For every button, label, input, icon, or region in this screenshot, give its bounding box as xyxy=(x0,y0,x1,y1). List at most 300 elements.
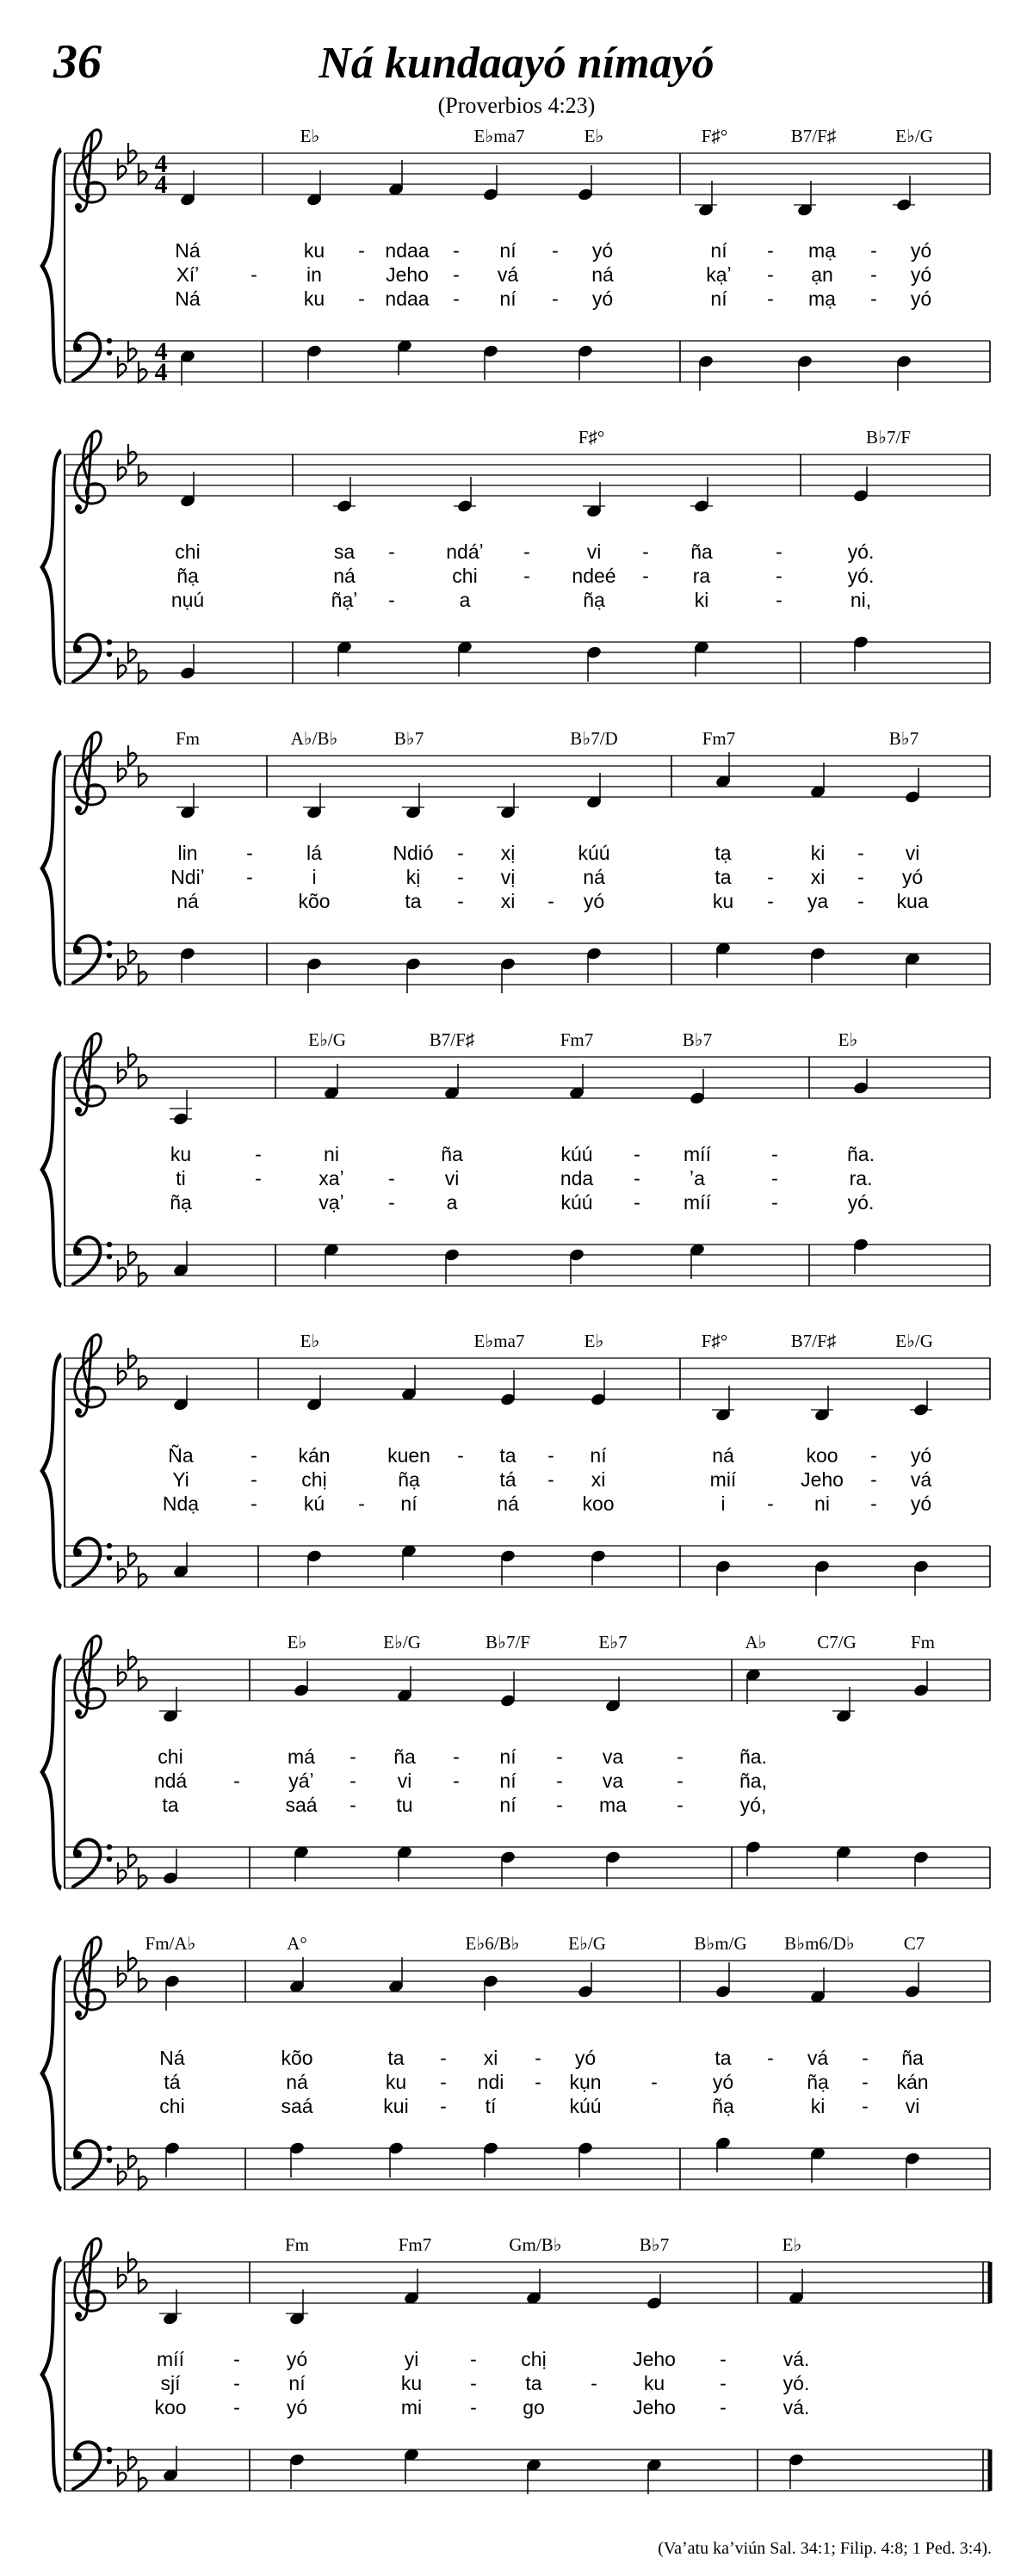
lyric-syllable: ña xyxy=(901,2047,924,2069)
chord-symbol: C7/G xyxy=(817,1632,857,1652)
treble-staff xyxy=(65,1335,990,1417)
lyric-syllable: tạ xyxy=(714,842,732,864)
lyric-syllable: saá xyxy=(285,1794,318,1816)
lyric-syllable: - xyxy=(720,2372,727,2394)
lyric-syllable: xi xyxy=(810,866,826,888)
lyric-syllable: ku xyxy=(385,2071,407,2093)
lyric-syllable: chi xyxy=(159,2095,185,2117)
lyric-syllable: kõo xyxy=(298,890,331,912)
lyric-syllable: - xyxy=(251,263,257,286)
flat-icon xyxy=(118,2465,127,2486)
chord-symbol: F♯° xyxy=(701,1331,728,1351)
lyric-syllable: lá xyxy=(306,842,322,864)
lyric-syllable: - xyxy=(251,1468,257,1491)
lyric-syllable: - xyxy=(556,1745,563,1768)
lyric-syllable: kui xyxy=(383,2095,409,2117)
lyric-syllable: - xyxy=(358,287,365,310)
lyric-syllable: vá xyxy=(807,2047,829,2069)
lyric-syllable: kán xyxy=(298,1444,331,1467)
lyric-syllable: Jeho xyxy=(386,263,429,286)
lyric-syllable: - xyxy=(651,2071,658,2093)
lyric-syllable: - xyxy=(767,890,774,912)
lyric-syllable: - xyxy=(251,1492,257,1515)
system-brace xyxy=(42,1355,61,1587)
lyric-syllable: Jeho xyxy=(801,1468,844,1491)
lyric-syllable: - xyxy=(677,1770,684,1792)
lyric-syllable: ni, xyxy=(850,589,872,611)
flat-icon xyxy=(118,761,127,781)
lyric-syllable: kúú xyxy=(578,842,610,864)
flat-icon xyxy=(118,2267,127,2288)
lyric-syllable: ra xyxy=(692,565,711,587)
lyric-syllable: ti xyxy=(176,1167,186,1189)
lyric-syllable: koo xyxy=(154,2396,187,2418)
lyric-syllable: yó xyxy=(574,2047,597,2069)
treble-clef-icon xyxy=(75,130,105,212)
lyric-syllable: ku xyxy=(643,2372,665,2394)
lyric-syllable: ndeé xyxy=(572,565,616,587)
lyric-syllable: ndaa xyxy=(385,287,430,310)
lyric-syllable: - xyxy=(470,2348,477,2370)
lyric-syllable: kua xyxy=(896,890,929,912)
time-signature-top: 4 xyxy=(154,337,168,366)
lyric-syllable: ta xyxy=(405,890,422,912)
lyric-syllable: ta xyxy=(525,2372,542,2394)
lyric-syllable: - xyxy=(767,287,774,310)
chord-symbol: A° xyxy=(287,1933,307,1954)
lyric-syllable: ná xyxy=(497,1492,519,1515)
chord-symbol: Fm7 xyxy=(702,728,736,749)
lyric-syllable: yi xyxy=(404,2348,419,2370)
lyric-syllable: lin xyxy=(177,842,198,864)
lyric-syllable: - xyxy=(552,239,559,262)
lyric-syllable: kúú xyxy=(560,1143,593,1165)
lyric-syllable: nda xyxy=(560,1167,594,1189)
lyric-syllable: ña. xyxy=(847,1143,875,1165)
treble-clef-icon xyxy=(75,1034,105,1115)
lyric-syllable: - xyxy=(857,890,864,912)
chord-symbol: E♭ma7 xyxy=(473,1331,525,1351)
flat-icon xyxy=(118,959,127,979)
song-title: Ná kundaayó nímayó xyxy=(319,39,714,88)
lyric-syllable: - xyxy=(771,1143,778,1165)
lyric-syllable: ndi xyxy=(477,2071,504,2093)
lyric-syllable: xi xyxy=(500,890,516,912)
chord-symbol: E♭ xyxy=(838,1029,858,1050)
system-brace xyxy=(42,752,61,985)
system-8 xyxy=(42,2239,990,2494)
lyric-syllable: ní xyxy=(499,1794,516,1816)
flat-icon xyxy=(118,158,127,179)
flat-icon xyxy=(118,2164,127,2184)
treble-staff xyxy=(65,1636,990,1718)
chord-symbol: E♭ xyxy=(584,126,604,146)
lyric-syllable: Ña xyxy=(168,1444,194,1467)
treble-staff xyxy=(65,431,990,513)
lyric-syllable: ta xyxy=(162,1794,179,1816)
lyric-syllable: a xyxy=(446,1191,458,1214)
lyric-syllable: - xyxy=(388,1167,395,1189)
system-brace xyxy=(42,2258,61,2491)
lyric-syllable: xi xyxy=(591,1468,606,1491)
lyric-syllable: saá xyxy=(281,2095,313,2117)
lyric-syllable: - xyxy=(862,2047,869,2069)
lyric-syllable: - xyxy=(457,842,464,864)
lyric-syllable: mạ xyxy=(808,287,836,310)
lyric-syllable: tá xyxy=(164,2071,181,2093)
chord-symbol: B♭7/F xyxy=(866,427,911,448)
flat-icon xyxy=(118,658,127,678)
lyric-syllable: - xyxy=(440,2047,447,2069)
lyric-syllable: ku xyxy=(170,1143,192,1165)
lyric-syllable: yó xyxy=(591,239,614,262)
lyric-syllable: - xyxy=(523,565,530,587)
chord-symbol: B♭7 xyxy=(393,728,424,749)
lyric-syllable: ta xyxy=(714,2047,732,2069)
system-4 xyxy=(42,1034,990,1286)
lyric-syllable: i xyxy=(312,866,317,888)
lyric-syllable: xị xyxy=(500,842,516,864)
lyric-syllable: ndá xyxy=(153,1770,188,1792)
chord-symbol: E♭ xyxy=(300,126,320,146)
lyric-syllable: - xyxy=(556,1770,563,1792)
lyric-syllable: yó xyxy=(901,866,924,888)
lyric-syllable: chị xyxy=(301,1468,327,1491)
lyric-syllable: - xyxy=(470,2372,477,2394)
lyric-syllable: ñạ xyxy=(176,565,199,587)
lyric-syllable: yó xyxy=(286,2396,308,2418)
lyric-syllable: va xyxy=(602,1745,624,1768)
lyric-syllable: kúú xyxy=(569,2095,602,2117)
system-brace xyxy=(42,150,61,382)
lyric-syllable: ña. xyxy=(739,1745,767,1768)
lyric-syllable: - xyxy=(246,842,253,864)
lyric-syllable: yó xyxy=(910,287,932,310)
lyric-syllable: ñạ xyxy=(170,1191,192,1214)
flat-icon xyxy=(118,1260,127,1281)
lyric-syllable: yó xyxy=(286,2348,308,2370)
chord-symbol: Fm7 xyxy=(560,1029,594,1050)
lyric-syllable: yó xyxy=(591,287,614,310)
lyric-syllable: - xyxy=(776,565,782,587)
scripture-reference: (Proverbios 4:23) xyxy=(437,93,596,118)
lyric-syllable: mií xyxy=(709,1468,737,1491)
chord-symbol: B♭7/D xyxy=(570,728,618,749)
lyric-syllable: - xyxy=(767,866,774,888)
lyric-syllable: ạn xyxy=(811,263,833,286)
lyric-syllable: - xyxy=(556,1794,563,1816)
lyric-syllable: ku xyxy=(400,2372,423,2394)
lyric-syllable: - xyxy=(642,565,649,587)
song-number: 36 xyxy=(53,35,102,89)
lyric-syllable: Xíʼ xyxy=(176,263,200,286)
footer-references: (Vaʼatu kaʼviún Sal. 34:1; Filip. 4:8; 1 Ped. 3:4). xyxy=(658,2539,992,2558)
lyric-syllable: - xyxy=(388,541,395,563)
lyric-syllable: koo xyxy=(582,1492,615,1515)
lyric-syllable: míí xyxy=(684,1143,711,1165)
lyric-syllable: ku xyxy=(712,890,734,912)
chord-symbol: C7 xyxy=(903,1933,925,1954)
chord-symbol: Fm xyxy=(910,1632,936,1652)
bass-staff xyxy=(65,1538,990,1587)
lyric-syllable: - xyxy=(453,1770,460,1792)
flat-icon xyxy=(118,1863,127,1883)
treble-staff xyxy=(65,1034,990,1115)
lyric-syllable: chị xyxy=(521,2348,547,2370)
lyric-syllable: - xyxy=(857,866,864,888)
lyric-syllable: má xyxy=(288,1745,315,1768)
chord-symbol: E♭ xyxy=(584,1331,604,1351)
chord-symbol: Fm xyxy=(284,2234,310,2255)
lyric-syllable: ná xyxy=(176,890,199,912)
flat-icon xyxy=(118,1363,127,1384)
lyric-syllable: mi xyxy=(400,2396,423,2418)
lyric-syllable: - xyxy=(255,1143,262,1165)
chord-symbol: B♭m6/D♭ xyxy=(784,1933,855,1954)
lyric-syllable: - xyxy=(767,263,774,286)
lyric-syllable: kị xyxy=(405,866,421,888)
treble-clef-icon xyxy=(75,431,105,513)
lyric-syllable: - xyxy=(233,1770,240,1792)
lyric-syllable: vạʼ xyxy=(319,1191,344,1214)
lyric-syllable: go xyxy=(523,2396,545,2418)
lyric-syllable: - xyxy=(771,1191,778,1214)
lyric-syllable: tu xyxy=(396,1794,413,1816)
lyric-syllable: koo xyxy=(806,1444,838,1467)
lyric-syllable: - xyxy=(591,2372,597,2394)
lyric-syllable: chi xyxy=(175,541,201,563)
system-7 xyxy=(42,1937,990,2190)
lyric-syllable: - xyxy=(233,2348,240,2370)
system-brace xyxy=(42,1656,61,1888)
lyric-syllable: vị xyxy=(500,866,516,888)
lyric-syllable: - xyxy=(776,541,782,563)
lyric-syllable: - xyxy=(457,890,464,912)
lyric-syllable: ra. xyxy=(849,1167,873,1189)
chord-symbol: Gm/B♭ xyxy=(509,2234,562,2255)
flat-icon xyxy=(118,1561,127,1582)
lyric-syllable: Ná xyxy=(175,287,201,310)
bass-staff xyxy=(65,634,990,683)
lyric-syllable: - xyxy=(440,2071,447,2093)
chord-symbol: B♭7/F xyxy=(486,1632,530,1652)
chord-symbol: E♭ xyxy=(300,1331,320,1351)
lyric-syllable: yó xyxy=(910,239,932,262)
lyric-syllable: ní xyxy=(710,287,727,310)
lyric-syllable: - xyxy=(767,239,774,262)
lyric-syllable: ya xyxy=(807,890,829,912)
lyric-syllable: in xyxy=(306,263,322,286)
flat-icon xyxy=(118,356,127,377)
lyric-syllable: yó xyxy=(910,263,932,286)
lyric-syllable: - xyxy=(440,2095,447,2117)
treble-clef-icon xyxy=(75,1636,105,1718)
chord-symbol: E♭/G xyxy=(383,1632,421,1652)
treble-clef-icon xyxy=(75,732,105,814)
lyric-syllable: ná xyxy=(583,866,605,888)
lyric-syllable: ña xyxy=(690,541,713,563)
lyric-syllable: - xyxy=(552,287,559,310)
lyric-syllable: - xyxy=(677,1745,684,1768)
lyric-syllable: ni xyxy=(324,1143,339,1165)
lyric-syllable: ta xyxy=(387,2047,405,2069)
lyric-syllable: yáʼ xyxy=(288,1770,314,1792)
lyric-syllable: - xyxy=(523,541,530,563)
lyric-syllable: kú xyxy=(303,1492,325,1515)
lyric-syllable: - xyxy=(870,263,877,286)
lyric-syllable: - xyxy=(870,1492,877,1515)
lyric-syllable: - xyxy=(349,1745,356,1768)
lyric-syllable: mạ xyxy=(808,239,836,262)
lyric-syllable: ñạ xyxy=(712,2095,734,2117)
lyric-syllable: ní xyxy=(288,2372,306,2394)
lyric-syllable: kụn xyxy=(569,2071,602,2093)
lyric-syllable: - xyxy=(453,1745,460,1768)
lyric-syllable: - xyxy=(470,2396,477,2418)
lyric-syllable: Ná xyxy=(175,239,201,262)
flat-icon xyxy=(118,1665,127,1685)
lyric-syllable: - xyxy=(870,1468,877,1491)
lyric-syllable: ní xyxy=(499,287,516,310)
lyric-syllable: Jeho xyxy=(633,2396,676,2418)
chord-symbol: E♭7 xyxy=(598,1632,628,1652)
chord-symbol: B7/F♯ xyxy=(790,126,837,146)
lyric-syllable: ku xyxy=(303,287,325,310)
lyric-syllable: kõo xyxy=(281,2047,313,2069)
lyric-syllable: - xyxy=(642,541,649,563)
lyric-syllable: vá xyxy=(910,1468,932,1491)
lyric-syllable: - xyxy=(870,1444,877,1467)
lyric-syllable: ñạʼ xyxy=(331,589,358,611)
system-brace xyxy=(42,1053,61,1286)
lyric-syllable: xi xyxy=(483,2047,498,2069)
chord-symbol: E♭ xyxy=(782,2234,802,2255)
lyric-syllable: yó xyxy=(583,890,605,912)
chord-symbol: F♯° xyxy=(578,427,605,448)
system-1 xyxy=(42,130,990,391)
time-signature-bottom: 4 xyxy=(154,170,168,199)
lyric-syllable: ki xyxy=(810,2095,826,2117)
lyric-syllable: - xyxy=(767,1492,774,1515)
lyric-syllable: kán xyxy=(896,2071,929,2093)
lyric-syllable: vi xyxy=(397,1770,412,1792)
lyric-syllable: - xyxy=(255,1167,262,1189)
lyric-syllable: ki xyxy=(810,842,826,864)
lyric-syllable: ná xyxy=(286,2071,308,2093)
lyric-syllable: - xyxy=(720,2396,727,2418)
lyric-syllable: ní xyxy=(590,1444,607,1467)
lyric-syllable: yó, xyxy=(739,1794,767,1816)
lyric-syllable: ta xyxy=(714,866,732,888)
lyric-syllable: Ndió xyxy=(393,842,434,864)
lyric-syllable: - xyxy=(388,1191,395,1214)
chord-symbol: E♭ xyxy=(287,1632,307,1652)
lyric-syllable: ña xyxy=(441,1143,463,1165)
lyric-syllable: yó xyxy=(712,2071,734,2093)
lyric-syllable: ná xyxy=(333,565,356,587)
lyric-syllable: - xyxy=(634,1143,640,1165)
system-2 xyxy=(42,431,990,683)
chord-symbol: E♭/G xyxy=(895,126,933,146)
time-signature-bottom: 4 xyxy=(154,358,168,386)
lyric-syllable: yó. xyxy=(847,1191,875,1214)
lyric-syllable: ña, xyxy=(739,1770,767,1792)
treble-staff xyxy=(65,1937,990,2019)
lyric-syllable: - xyxy=(862,2095,869,2117)
lyric-syllable: - xyxy=(862,2071,869,2093)
lyric-syllable: tá xyxy=(499,1468,516,1491)
chord-symbol: E♭/G xyxy=(308,1029,346,1050)
bass-staff xyxy=(65,1839,990,1888)
lyric-syllable: - xyxy=(535,2047,541,2069)
treble-staff xyxy=(65,2239,990,2320)
bass-staff xyxy=(65,333,990,382)
lyric-syllable: ndaa xyxy=(385,239,430,262)
lyric-syllable: vá. xyxy=(782,2396,810,2418)
system-brace xyxy=(42,1957,61,2190)
lyric-syllable: yó. xyxy=(782,2372,810,2394)
flat-icon xyxy=(118,460,127,480)
system-brace xyxy=(42,451,61,683)
lyric-syllable: - xyxy=(857,842,864,864)
lyric-syllable: ní xyxy=(499,1770,516,1792)
lyric-syllable: yó xyxy=(910,1492,932,1515)
lyric-syllable: ñạ xyxy=(807,2071,829,2093)
lyric-syllable: - xyxy=(547,890,554,912)
lyric-syllable: - xyxy=(349,1770,356,1792)
lyric-syllable: ni xyxy=(814,1492,830,1515)
lyric-syllable: chi xyxy=(158,1745,183,1768)
lyric-syllable: vi xyxy=(444,1167,460,1189)
lyric-syllable: ma xyxy=(599,1794,627,1816)
lyric-syllable: - xyxy=(453,263,460,286)
lyric-syllable: - xyxy=(233,2396,240,2418)
chord-symbol: B♭7 xyxy=(888,728,919,749)
chord-symbol: B7/F♯ xyxy=(790,1331,837,1351)
lyric-syllable: - xyxy=(457,1444,464,1467)
lyric-syllable: Ná xyxy=(159,2047,185,2069)
chord-symbol: B♭7 xyxy=(639,2234,670,2255)
lyric-syllable: ná xyxy=(712,1444,734,1467)
treble-clef-icon xyxy=(75,2239,105,2320)
lyric-syllable: - xyxy=(358,239,365,262)
chord-symbol: E♭6/B♭ xyxy=(465,1933,520,1954)
lyric-syllable: ki xyxy=(694,589,709,611)
system-5 xyxy=(42,1335,990,1596)
system-6 xyxy=(42,1636,990,1888)
chord-symbol: F♯° xyxy=(701,126,728,146)
lyric-syllable: Ndiʼ xyxy=(170,866,205,888)
lyric-syllable: - xyxy=(767,2047,774,2069)
lyric-syllable: vi xyxy=(905,2095,920,2117)
lyric-syllable: ñạ xyxy=(583,589,605,611)
lyric-syllable: ñạ xyxy=(398,1468,420,1491)
lyric-syllable: - xyxy=(457,866,464,888)
treble-staff xyxy=(65,732,990,814)
lyric-syllable: vá xyxy=(497,263,519,286)
system-3 xyxy=(42,732,990,993)
lyric-syllable: Jeho xyxy=(633,2348,676,2370)
lyric-syllable: míí xyxy=(157,2348,184,2370)
lyric-syllable: ní xyxy=(710,239,727,262)
treble-clef-icon xyxy=(75,1335,105,1417)
lyric-syllable: - xyxy=(453,239,460,262)
lyric-syllable: Yi xyxy=(172,1468,189,1491)
flat-icon xyxy=(118,1062,127,1083)
lyric-syllable: nụú xyxy=(170,589,205,611)
lyric-syllable: kúú xyxy=(560,1191,593,1214)
lyric-syllable: xaʼ xyxy=(319,1167,344,1189)
